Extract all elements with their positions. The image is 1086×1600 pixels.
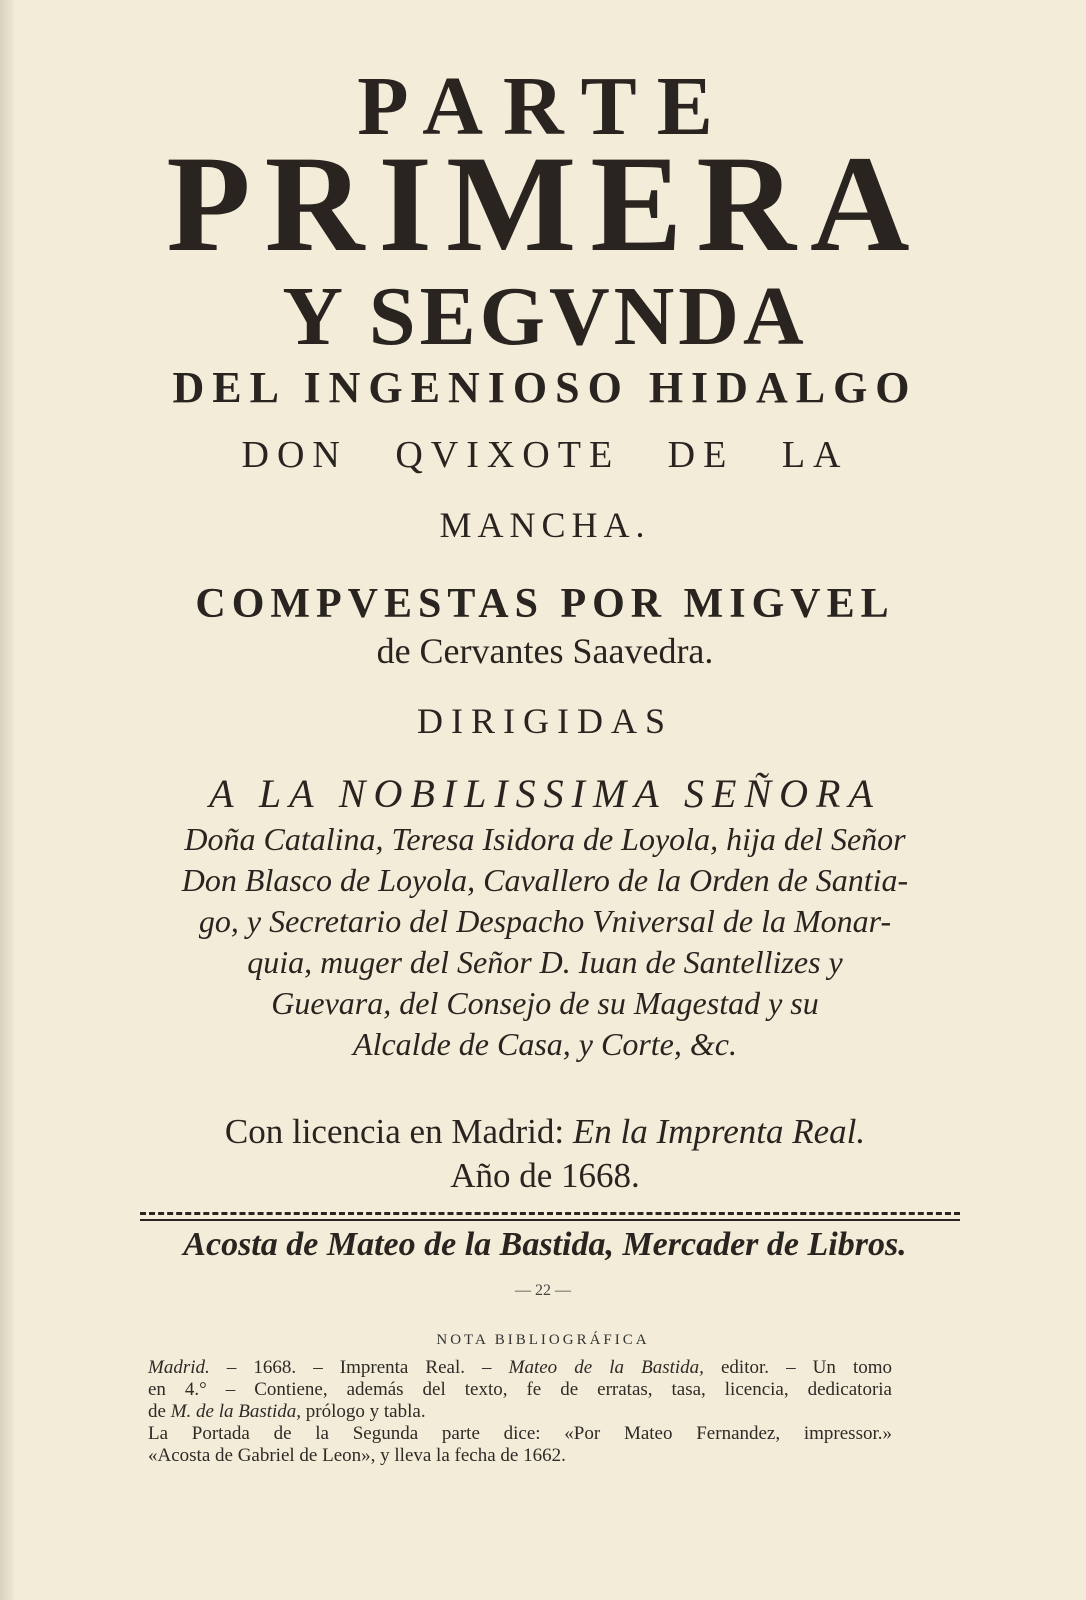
note-text: Madrid. (148, 1357, 210, 1378)
title-y-segunda: Y SEGVNDA (282, 270, 808, 363)
publisher-line: Acosta de Mateo de la Bastida, Mercader de Libros. (183, 1226, 907, 1263)
note-line: en 4.° – Contiene, además del texto, fe de erratas, tasa, licencia, dedicatoria (148, 1379, 892, 1400)
note-line (148, 1401, 892, 1423)
dedication-line: Don Blasco de Loyola, Cavallero de la Orden de Santia- (181, 862, 909, 898)
dedication-line: Alcalde de Casa, y Corte, &c. (353, 1026, 737, 1062)
note-heading: NOTA BIBLIOGRÁFICA (436, 1332, 650, 1348)
note-text: M. de la Bastida, (170, 1401, 302, 1422)
note-text: de (148, 1401, 171, 1422)
dedicatee-heading: A LA NOBILISSIMA SEÑORA (209, 771, 881, 816)
title-mancha: MANCHA. (439, 505, 651, 545)
dirigidas: DIRIGIDAS (417, 701, 673, 741)
note-text: editor. – Un tomo (703, 1357, 892, 1378)
license-printer: En la Imprenta Real. (572, 1112, 866, 1151)
note-line (148, 1357, 892, 1379)
year-line: Año de 1668. (450, 1156, 640, 1195)
note-line: «Acosta de Gabriel de Leon», y lleva la fecha de 1662. (148, 1445, 566, 1466)
divider-rule (140, 1212, 960, 1221)
note-text: – 1668. – Imprenta Real. – (209, 1357, 509, 1378)
note-text: Mateo de la Bastida, (508, 1357, 704, 1378)
title-ingenioso-hidalgo: DEL INGENIOSO HIDALGO (172, 363, 918, 412)
dedication-line: go, y Secretario del Despacho Vniversal de la Monar- (198, 903, 892, 939)
title-primera: PRIMERA (166, 127, 924, 280)
dedication-line: quia, muger del Señor D. Iuan de Santellizes y (247, 944, 843, 980)
author-line: COMPVESTAS POR MIGVEL (195, 581, 895, 627)
page-edge (0, 0, 14, 1600)
page-number: — 22 — (515, 1282, 571, 1299)
note-line: La Portada de la Segunda parte dice: «Por Mateo Fernandez, impressor.» (148, 1423, 892, 1444)
author-name: de Cervantes Saavedra. (376, 631, 714, 671)
license-prefix: Con licencia en Madrid: (224, 1112, 573, 1151)
note-text: prólogo y tabla. (301, 1401, 426, 1422)
dedication-line: Doña Catalina, Teresa Isidora de Loyola, hija del Señor (184, 821, 906, 857)
dedication-line: Guevara, del Consejo de su Magestad y su (271, 985, 819, 1021)
license-line (100, 1112, 990, 1152)
title-parte: PARTE (357, 60, 733, 153)
title-don-quixote: DON QVIXOTE DE LA (241, 434, 849, 476)
